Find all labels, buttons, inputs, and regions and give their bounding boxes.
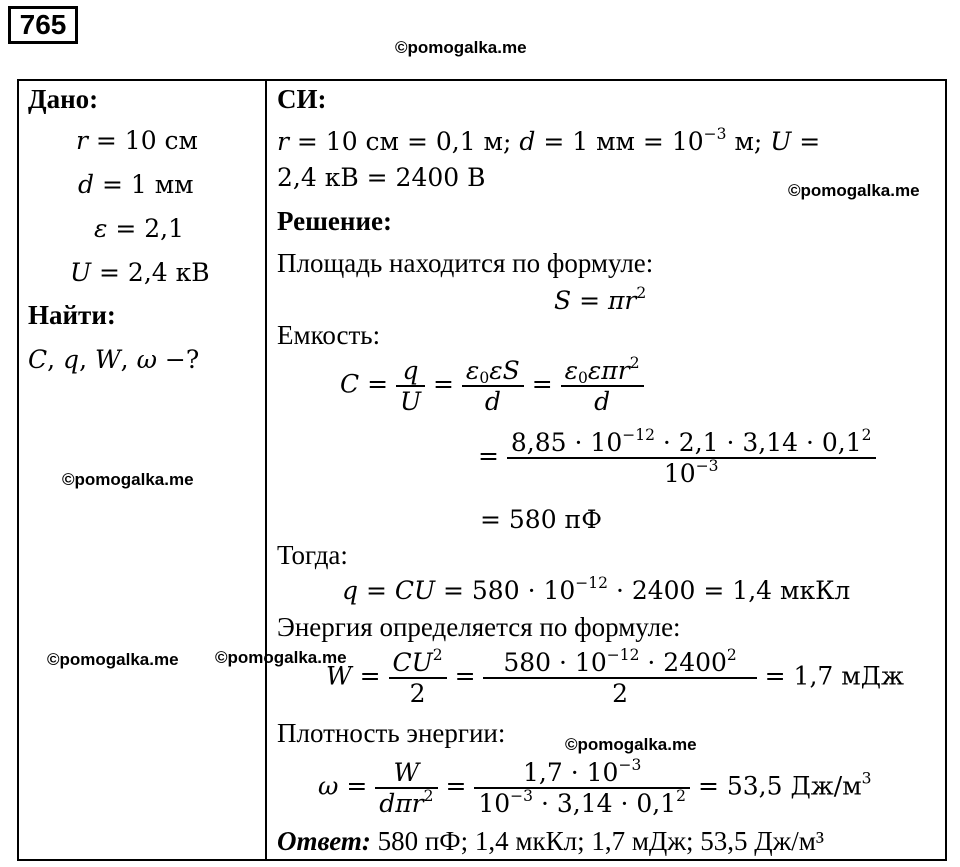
si-heading: СИ: xyxy=(277,84,327,114)
charge-formula: q = CU = $580 \cdot 10^{-12} \cdot 2400 = 1,4$ мкКл xyxy=(342,574,851,605)
given-voltage: U = 2,4 кВ xyxy=(70,258,210,287)
watermark: ©pomogalka.me xyxy=(788,181,920,200)
watermark: ©pomogalka.me xyxy=(395,38,527,57)
si-line-2: 2,4 кВ = 2400 В xyxy=(277,163,486,192)
watermark: ©pomogalka.me xyxy=(47,650,179,669)
density-formula: ω = $\frac{W}{d\pi r^2}$ = $\frac{1,7 \cdot 10^{-3}}{10^{-3} \cdot 3,14 \cdot 0,1^2}$ = 53,5 $Дж/м^3$ xyxy=(318,756,872,818)
find-values: C, q, W, ω −? xyxy=(28,345,200,374)
then-text: Тогда: xyxy=(277,540,348,570)
density-text: Плотность энергии: xyxy=(277,718,506,748)
watermark: ©pomogalka.me xyxy=(62,470,194,489)
answer-text: 580 пФ; 1,4 мкКл; 1,7 мДж; 53,5 Дж/м³ xyxy=(377,826,824,856)
solution-heading: Решение: xyxy=(277,206,392,236)
answer-line xyxy=(277,826,824,857)
area-formula: $S = \pi r^2$ xyxy=(554,284,647,315)
area-text: Площадь находится по формуле: xyxy=(277,248,654,278)
capacity-text: Емкость: xyxy=(277,320,381,350)
capacity-result: = 580 пФ xyxy=(480,505,602,534)
si-line-1: r = 10 см = 0,1 м; d = 1 мм = $10^{-3}$ м; U = xyxy=(277,125,821,156)
capacity-formula-1: C = $\frac{q}{U}$ = $\frac{\varepsilon_0\varepsilon S}{d}$ = $\frac{\varepsilon_0\varepsilon\pi r^2}{d}$ xyxy=(340,356,644,416)
find-heading: Найти: xyxy=(28,300,116,330)
watermark: ©pomogalka.me xyxy=(565,735,697,754)
answer-label: Ответ: xyxy=(277,826,371,856)
given-radius: r = 10 см xyxy=(76,126,198,155)
energy-formula: W = $\frac{CU^2}{2}$ = $\frac{580 \cdot 10^{-12} \cdot 2400^2}{2}$ = 1,7 мДж xyxy=(326,646,905,708)
given-distance: d = 1 мм xyxy=(78,170,194,199)
watermark: ©pomogalka.me xyxy=(215,648,347,667)
problem-number: 765 xyxy=(8,6,78,44)
given-heading: Дано: xyxy=(28,84,99,114)
energy-text: Энергия определяется по формуле: xyxy=(277,612,681,642)
capacity-formula-2: = $\frac{8,85 \cdot 10^{-12} \cdot 2,1 \cdot 3,14 \cdot 0,1^2}{10^{-3}}$ xyxy=(478,428,876,488)
column-divider xyxy=(265,79,267,861)
given-permittivity: ε = 2,1 xyxy=(94,214,185,243)
